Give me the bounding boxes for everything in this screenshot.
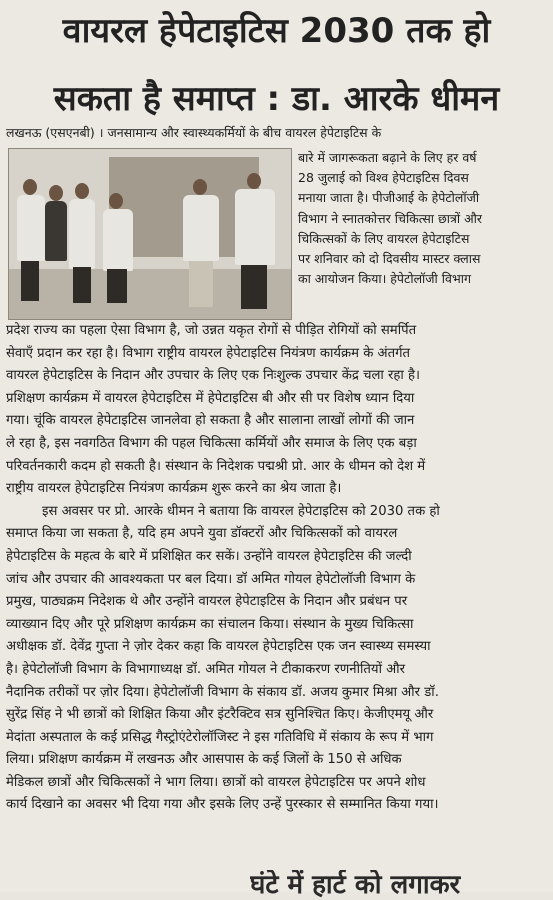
person-legs	[73, 267, 91, 303]
person-legs	[241, 265, 267, 309]
text-line: विभाग ने स्नातकोत्तर चिकित्सा छात्रों और	[298, 210, 483, 226]
person-figure	[45, 201, 67, 261]
text-line: मेडिकल छात्रों और चिकित्सकों ने भाग लिया। छात्रों को वायरल हेपेटाइटिस पर अपने शोध	[6, 774, 426, 790]
text-line: मेदांता अस्पताल के कई प्रसिद्ध गैस्ट्रोएंटेरोलॉजिस्ट ने इस गतिविधि में संकाय के रूप में भाग	[6, 729, 434, 745]
person-head	[75, 183, 89, 199]
dateline: लखनऊ (एसएनबी) । जनसामान्य और स्वास्थ्यकर्मियों के बीच वायरल हेपेटाइटिस के	[6, 125, 382, 140]
text-line: पर शनिवार को दो दिवसीय मास्टर क्लास	[298, 251, 481, 267]
news-photo	[8, 148, 292, 320]
next-headline-cut: घंटे में हार्ट को लगाकर	[250, 870, 461, 900]
person-head	[193, 179, 207, 195]
person-head	[109, 193, 123, 209]
text-line: हेपेटाइटिस के महत्व के बारे में प्रशिक्षित कर सकें। उन्होंने वायरल हेपेटाइटिस की जल्दी	[6, 548, 412, 564]
text-line: कार्य दिखाने का अवसर भी दिया गया और इसके लिए उन्हें पुरस्कार से सम्मानित किया गया।	[6, 797, 439, 813]
text-line: जांच और उपचार की आवश्यकता पर बल दिया। डॉ अमित गोयल हेपेटोलॉजी विभाग के	[6, 571, 416, 587]
text-line: चिकित्सकों के लिए वायरल हेपेटाइटिस	[298, 230, 470, 246]
headline-line-2: सकता है समाप्त : डा. आरके धीमन	[53, 79, 500, 119]
text-line: परिवर्तनकारी कदम हो सकती है। संस्थान के निदेशक पद्मश्री प्रो. आर के धीमन को देश में	[6, 458, 426, 474]
text-line: है। हेपेटोलॉजी विभाग के विभागाध्यक्ष डॉ. अमित गोयल ने टीकाकरण रणनीतियों और	[6, 661, 406, 677]
text-line: मनाया जाता है। पीजीआई के हेपेटोलॉजी	[298, 190, 480, 206]
person-figure	[183, 195, 219, 261]
person-legs	[107, 269, 127, 303]
text-line: नैदानिक तरीकों पर ज़ोर दिया। हेपेटोलॉजी विभाग के संकाय डॉ. अजय कुमार मिश्रा और डॉ.	[6, 684, 439, 700]
text-line: अधीक्षक डॉ. देवेंद्र गुप्ता ने ज़ोर देकर कहा कि वायरल हेपेटाइटिस एक जन स्वास्थ्य समस्या	[6, 639, 431, 655]
text-column-right	[298, 148, 547, 289]
person-figure	[235, 189, 275, 265]
text-line: प्रदेश राज्य का पहला ऐसा विभाग है, जो उन्नत यकृत रोगों से पीड़ित रोगियों को समर्पित	[6, 323, 417, 338]
person-legs	[189, 261, 213, 307]
text-line: समाप्त किया जा सकता है, यदि हम अपने युवा डॉक्टरों और चिकित्सकों को वायरल	[6, 526, 398, 542]
text-line: 28 जुलाई को विश्व हेपेटाइटिस दिवस	[298, 170, 469, 186]
text-line: प्रशिक्षण कार्यक्रम में वायरल हेपेटाइटिस में हेपेटाइटिस बी और सी पर विशेष ध्यान दिया	[6, 390, 415, 406]
article-body	[6, 320, 547, 817]
person-legs	[21, 261, 39, 301]
person-figure	[69, 199, 95, 269]
text-line: लिया। प्रशिक्षण कार्यक्रम में लखनऊ और आसपास के कई जिलों के 150 से अधिक	[6, 752, 402, 768]
text-line: राष्ट्रीय वायरल हेपेटाइटिस नियंत्रण कार्यक्रम शुरू करने का श्रेय जाता है।	[6, 481, 342, 497]
text-line: गया। चूंकि वायरल हेपेटाइटिस जानलेवा हो सकता है और सालाना लाखों लोगों की जान	[6, 413, 415, 429]
person-head	[23, 179, 37, 195]
headline-line-1: वायरल हेपेटाइटिस 2030 तक हो	[62, 11, 491, 51]
text-line: व्याख्यान दिए और पूरे प्रशिक्षण कार्यक्रम का संचालन किया। संस्थान के मुख्य चिकित्सा	[6, 616, 414, 632]
text-line: वायरल हेपेटाइटिस के निदान और उपचार के लिए एक निःशुल्क उपचार केंद्र चला रहा है।	[6, 368, 421, 384]
text-line: ले रहा है, इस नवगठित विभाग की पहल चिकित्सा कर्मियों और समाज के लिए एक बड़ा	[6, 435, 417, 451]
person-figure	[103, 209, 133, 271]
text-line: इस अवसर पर प्रो. आरके धीमन ने बताया कि वायरल हेपेटाइटिस को 2030 तक हो	[42, 503, 440, 519]
text-line: का आयोजन किया। हेपेटोलॉजी विभाग	[298, 271, 472, 287]
person-figure	[17, 195, 45, 261]
text-line: प्रमुख, पाठ्यक्रम निदेशक थे और उन्होंने वायरल हेपेटाइटिस के निदान और प्रबंधन पर	[6, 594, 408, 610]
text-line: बारे में जागरूकता बढ़ाने के लिए हर वर्ष	[298, 150, 477, 165]
person-head	[247, 173, 261, 189]
text-line: सुरेंद्र सिंह ने भी छात्रों को शिक्षित किया और इंटरैक्टिव सत्र सुनिश्चित किए। केजीएमयू और	[6, 707, 434, 723]
person-head	[49, 185, 63, 201]
text-line: सेवाएँ प्रदान कर रहा है। विभाग राष्ट्रीय वायरल हेपेटाइटिस नियंत्रण कार्यक्रम के अंतर्गत	[6, 345, 411, 361]
